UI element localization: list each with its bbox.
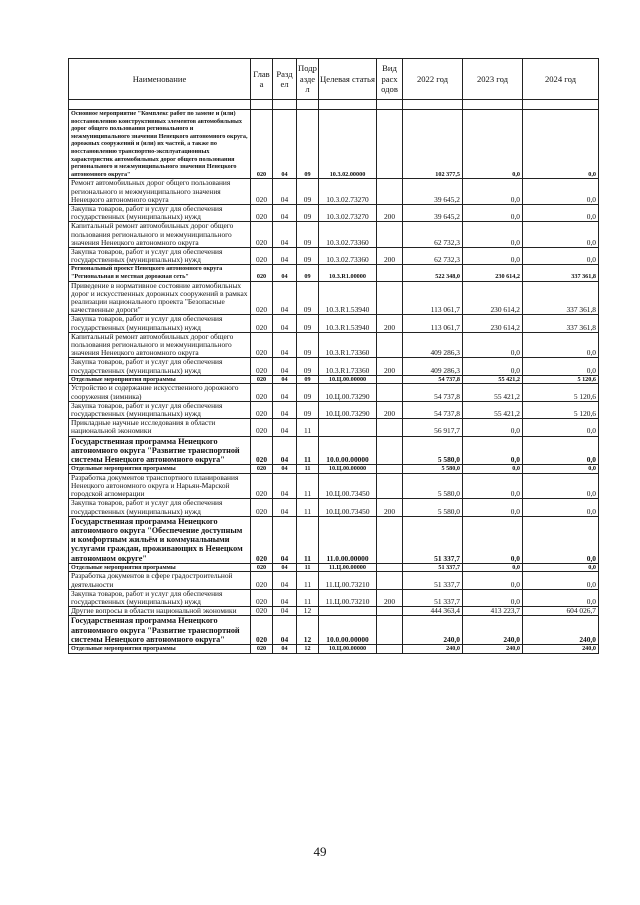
table-row (69, 358, 599, 375)
row-section: 04 (273, 465, 297, 474)
row-value-2022: 444 363,4 (403, 607, 463, 616)
row-value-2023: 0,0 (463, 563, 523, 572)
row-section: 04 (273, 563, 297, 572)
row-expense-type (377, 473, 403, 499)
row-value-2024: 0,0 (523, 419, 599, 436)
table-row (69, 563, 599, 572)
table-row (69, 204, 599, 221)
row-name: Региональный проект Ненецкого автономного округа "Региональная и местная дорожная сеть" (69, 265, 251, 281)
row-target: 10.3.R1.73360 (319, 358, 377, 375)
spacer-cell (523, 100, 599, 110)
row-subsection: 09 (297, 332, 319, 358)
row-expense-type (377, 616, 403, 645)
table-row (69, 315, 599, 332)
row-value-2022: 62 732,3 (403, 247, 463, 264)
row-target: 10.3.R1.53940 (319, 281, 377, 315)
row-value-2024: 0,0 (523, 358, 599, 375)
row-section: 04 (273, 265, 297, 281)
table-row (69, 572, 599, 589)
row-target: 10.0.00.00000 (319, 616, 377, 645)
row-value-2023: 0,0 (463, 473, 523, 499)
row-chapter: 020 (251, 499, 273, 516)
row-expense-type (377, 222, 403, 248)
row-value-2024: 0,0 (523, 110, 599, 179)
row-value-2024: 0,0 (523, 563, 599, 572)
row-subsection: 12 (297, 645, 319, 654)
row-chapter: 020 (251, 375, 273, 384)
row-value-2024: 0,0 (523, 589, 599, 606)
row-chapter: 020 (251, 616, 273, 645)
row-section: 04 (273, 499, 297, 516)
row-subsection: 09 (297, 110, 319, 179)
row-subsection: 09 (297, 204, 319, 221)
row-subsection: 09 (297, 247, 319, 264)
row-chapter: 020 (251, 473, 273, 499)
budget-table-sheet (68, 58, 598, 654)
row-section: 04 (273, 358, 297, 375)
row-section: 04 (273, 401, 297, 418)
row-chapter: 020 (251, 384, 273, 401)
row-value-2024: 0,0 (523, 572, 599, 589)
row-section: 04 (273, 616, 297, 645)
row-name: Основное мероприятие "Комплекс работ по замене и (или) восстановлению конструктивных элементов автомобильных дорог общего пользования регионального и межмуниципального значения Ненецкого автономного округа, дорожных сооружений и (или) их частей, а также по восстановлению транспортно-эксплуатационных характеристик автомобильных дорог общего пользования регионального и межмуниципального значения Ненецкого автономного округа" (69, 110, 251, 179)
row-target: 10.3.02.00000 (319, 110, 377, 179)
row-value-2024: 337 361,8 (523, 265, 599, 281)
row-target (319, 419, 377, 436)
row-value-2024: 240,0 (523, 616, 599, 645)
row-value-2023: 0,0 (463, 516, 523, 563)
row-value-2023: 0,0 (463, 179, 523, 205)
row-expense-type: 200 (377, 499, 403, 516)
row-value-2024: 0,0 (523, 516, 599, 563)
row-value-2022: 5 580,0 (403, 499, 463, 516)
header-section: Разд ел (273, 59, 297, 100)
header-subsection: Подр азде л (297, 59, 319, 100)
row-section: 04 (273, 315, 297, 332)
row-name: Отдельные мероприятия программы (69, 563, 251, 572)
row-subsection: 11 (297, 419, 319, 436)
row-chapter: 020 (251, 645, 273, 654)
row-target: 10.3.R1.73360 (319, 332, 377, 358)
row-value-2024: 604 026,7 (523, 607, 599, 616)
row-value-2022: 102 377,5 (403, 110, 463, 179)
row-chapter: 020 (251, 315, 273, 332)
row-value-2022: 240,0 (403, 616, 463, 645)
row-subsection: 12 (297, 607, 319, 616)
row-expense-type (377, 465, 403, 474)
row-value-2024: 0,0 (523, 247, 599, 264)
row-value-2022: 62 732,3 (403, 222, 463, 248)
row-expense-type (377, 110, 403, 179)
row-value-2024: 0,0 (523, 473, 599, 499)
row-value-2023: 0,0 (463, 204, 523, 221)
row-value-2023: 0,0 (463, 589, 523, 606)
row-value-2022: 5 580,0 (403, 436, 463, 465)
row-value-2022: 54 737,8 (403, 375, 463, 384)
row-value-2023: 55 421,2 (463, 375, 523, 384)
row-chapter: 020 (251, 572, 273, 589)
row-target (319, 607, 377, 616)
row-expense-type (377, 375, 403, 384)
row-value-2023: 230 614,2 (463, 315, 523, 332)
row-name: Закупка товаров, работ и услуг для обеспечения государственных (муниципальных) нужд (69, 499, 251, 516)
row-subsection: 09 (297, 375, 319, 384)
row-expense-type (377, 384, 403, 401)
row-section: 04 (273, 572, 297, 589)
row-name: Отдельные мероприятия программы (69, 375, 251, 384)
table-row (69, 179, 599, 205)
row-name: Отдельные мероприятия программы (69, 645, 251, 654)
table-row (69, 419, 599, 436)
table-row (69, 384, 599, 401)
row-expense-type: 200 (377, 204, 403, 221)
row-chapter: 020 (251, 247, 273, 264)
row-expense-type (377, 607, 403, 616)
row-expense-type: 200 (377, 589, 403, 606)
header-2023: 2023 год (463, 59, 523, 100)
row-target: 11.Ц.00.73210 (319, 589, 377, 606)
spacer-cell (273, 100, 297, 110)
row-subsection: 09 (297, 384, 319, 401)
row-chapter: 020 (251, 179, 273, 205)
row-section: 04 (273, 645, 297, 654)
row-section: 04 (273, 281, 297, 315)
table-row (69, 247, 599, 264)
row-target: 11.0.00.00000 (319, 516, 377, 563)
row-section: 04 (273, 375, 297, 384)
row-value-2023: 0,0 (463, 247, 523, 264)
row-section: 04 (273, 419, 297, 436)
row-target: 10.Ц.00.00000 (319, 465, 377, 474)
table-row (69, 265, 599, 281)
row-name: Государственная программа Ненецкого автономного округа "Обеспечение доступным и комфортным жильём и коммунальными услугами граждан, проживающих в Ненецком автономном округе" (69, 516, 251, 563)
row-target: 10.Ц.00.73450 (319, 473, 377, 499)
row-value-2023: 0,0 (463, 332, 523, 358)
header-2024: 2024 год (523, 59, 599, 100)
row-target: 11.Ц.00.00000 (319, 563, 377, 572)
row-value-2023: 55 421,2 (463, 384, 523, 401)
header-2022: 2022 год (403, 59, 463, 100)
row-value-2023: 0,0 (463, 110, 523, 179)
row-value-2022: 522 348,0 (403, 265, 463, 281)
row-section: 04 (273, 607, 297, 616)
row-expense-type (377, 563, 403, 572)
row-value-2024: 0,0 (523, 465, 599, 474)
row-value-2024: 5 120,6 (523, 384, 599, 401)
row-chapter: 020 (251, 222, 273, 248)
row-name: Закупка товаров, работ и услуг для обеспечения государственных (муниципальных) нужд (69, 589, 251, 606)
table-row (69, 332, 599, 358)
spacer-cell (251, 100, 273, 110)
table-row (69, 436, 599, 465)
row-section: 04 (273, 384, 297, 401)
row-subsection: 11 (297, 516, 319, 563)
spacer-cell (297, 100, 319, 110)
row-name: Устройство и содержание искусственного дорожного сооружения (зимника) (69, 384, 251, 401)
row-target: 10.Ц.00.00000 (319, 375, 377, 384)
row-subsection: 11 (297, 572, 319, 589)
row-target: 10.0.00.00000 (319, 436, 377, 465)
row-name: Приведение в нормативное состояние автомобильных дорог и искусственных дорожных сооружений в рамках реализации национального проекта "Безопасные качественные дороги" (69, 281, 251, 315)
row-value-2024: 0,0 (523, 222, 599, 248)
row-expense-type (377, 281, 403, 315)
spacer-cell (69, 100, 251, 110)
row-section: 04 (273, 332, 297, 358)
row-section: 04 (273, 473, 297, 499)
row-value-2024: 0,0 (523, 332, 599, 358)
row-expense-type (377, 332, 403, 358)
row-value-2024: 337 361,8 (523, 281, 599, 315)
row-section: 04 (273, 589, 297, 606)
page-number: 49 (313, 844, 327, 859)
row-value-2023: 0,0 (463, 465, 523, 474)
row-section: 04 (273, 247, 297, 264)
table-row (69, 473, 599, 499)
row-target: 10.3.02.73270 (319, 204, 377, 221)
row-value-2024: 0,0 (523, 179, 599, 205)
row-chapter: 020 (251, 563, 273, 572)
row-chapter: 020 (251, 516, 273, 563)
table-row (69, 499, 599, 516)
table-header-row (69, 59, 599, 100)
row-subsection: 12 (297, 616, 319, 645)
row-value-2024: 0,0 (523, 499, 599, 516)
row-target: 10.Ц.00.73290 (319, 384, 377, 401)
row-target: 10.Ц.00.73450 (319, 499, 377, 516)
row-chapter: 020 (251, 265, 273, 281)
row-name: Государственная программа Ненецкого автономного округа "Развитие транспортной системы Ненецкого автономного округа" (69, 616, 251, 645)
row-chapter: 020 (251, 110, 273, 179)
row-name: Закупка товаров, работ и услуг для обеспечения государственных (муниципальных) нужд (69, 204, 251, 221)
row-value-2024: 337 361,8 (523, 315, 599, 332)
header-target: Целевая статья (319, 59, 377, 100)
row-value-2023: 0,0 (463, 499, 523, 516)
spacer-cell (463, 100, 523, 110)
row-expense-type: 200 (377, 401, 403, 418)
row-value-2022: 5 580,0 (403, 473, 463, 499)
row-target: 10.3.02.73270 (319, 179, 377, 205)
table-row (69, 281, 599, 315)
row-value-2023: 240,0 (463, 616, 523, 645)
row-value-2022: 409 286,3 (403, 332, 463, 358)
row-value-2022: 56 917,7 (403, 419, 463, 436)
row-value-2022: 409 286,3 (403, 358, 463, 375)
row-chapter: 020 (251, 332, 273, 358)
table-row (69, 616, 599, 645)
spacer-cell (319, 100, 377, 110)
row-target: 10.3.02.73360 (319, 222, 377, 248)
row-chapter: 020 (251, 419, 273, 436)
row-subsection: 09 (297, 401, 319, 418)
table-body (69, 110, 599, 654)
row-section: 04 (273, 436, 297, 465)
row-value-2023: 413 223,7 (463, 607, 523, 616)
row-expense-type (377, 436, 403, 465)
row-value-2022: 39 645,2 (403, 204, 463, 221)
row-name: Разработка документов в сфере градостроительной деятельности (69, 572, 251, 589)
table-row (69, 645, 599, 654)
row-value-2022: 39 645,2 (403, 179, 463, 205)
table-row (69, 401, 599, 418)
row-chapter: 020 (251, 204, 273, 221)
table-row (69, 516, 599, 563)
row-chapter: 020 (251, 436, 273, 465)
row-value-2022: 113 061,7 (403, 281, 463, 315)
budget-table (68, 58, 599, 654)
row-name: Прикладные научные исследования в области национальной экономики (69, 419, 251, 436)
header-chapter: Глав а (251, 59, 273, 100)
row-name: Закупка товаров, работ и услуг для обеспечения государственных (муниципальных) нужд (69, 358, 251, 375)
row-value-2023: 0,0 (463, 222, 523, 248)
row-name: Капитальный ремонт автомобильных дорог общего пользования регионального и межмуниципального значения Ненецкого автономного округа (69, 332, 251, 358)
spacer-cell (403, 100, 463, 110)
row-value-2023: 230 614,2 (463, 265, 523, 281)
row-value-2024: 0,0 (523, 204, 599, 221)
row-target: 10.3.02.73360 (319, 247, 377, 264)
row-expense-type: 200 (377, 247, 403, 264)
row-subsection: 09 (297, 315, 319, 332)
row-chapter: 020 (251, 589, 273, 606)
row-chapter: 020 (251, 401, 273, 418)
row-target: 10.3.R1.53940 (319, 315, 377, 332)
row-expense-type (377, 179, 403, 205)
row-expense-type: 200 (377, 358, 403, 375)
row-value-2022: 54 737,8 (403, 401, 463, 418)
row-value-2022: 54 737,8 (403, 384, 463, 401)
row-value-2024: 5 120,6 (523, 401, 599, 418)
row-name: Разработка документов транспортного планирования Ненецкого автономного округа и Нарьян-Марской городской агломерации (69, 473, 251, 499)
row-expense-type (377, 645, 403, 654)
row-subsection: 11 (297, 465, 319, 474)
row-subsection: 11 (297, 589, 319, 606)
row-name: Государственная программа Ненецкого автономного округа "Развитие транспортной системы Ненецкого автономного округа" (69, 436, 251, 465)
row-value-2022: 51 337,7 (403, 516, 463, 563)
row-value-2024: 0,0 (523, 436, 599, 465)
row-value-2023: 240,0 (463, 645, 523, 654)
row-value-2024: 240,0 (523, 645, 599, 654)
row-value-2024: 5 120,6 (523, 375, 599, 384)
table-row (69, 465, 599, 474)
row-subsection: 09 (297, 358, 319, 375)
table-row (69, 375, 599, 384)
row-value-2022: 5 580,0 (403, 465, 463, 474)
row-value-2023: 0,0 (463, 358, 523, 375)
row-expense-type (377, 419, 403, 436)
row-target: 10.3.R1.00000 (319, 265, 377, 281)
table-row (69, 222, 599, 248)
row-value-2023: 230 614,2 (463, 281, 523, 315)
header-expense-type: Вид расх одов (377, 59, 403, 100)
row-value-2022: 113 061,7 (403, 315, 463, 332)
row-section: 04 (273, 179, 297, 205)
row-value-2023: 55 421,2 (463, 401, 523, 418)
row-section: 04 (273, 110, 297, 179)
row-expense-type (377, 572, 403, 589)
spacer-row (69, 100, 599, 110)
row-target: 10.Ц.00.00000 (319, 645, 377, 654)
row-target: 11.Ц.00.73210 (319, 572, 377, 589)
row-subsection: 09 (297, 222, 319, 248)
row-subsection: 11 (297, 436, 319, 465)
row-name: Другие вопросы в области национальной экономики (69, 607, 251, 616)
row-chapter: 020 (251, 465, 273, 474)
row-value-2022: 51 337,7 (403, 589, 463, 606)
row-expense-type (377, 265, 403, 281)
row-name: Закупка товаров, работ и услуг для обеспечения государственных (муниципальных) нужд (69, 315, 251, 332)
header-name: Наименование (69, 59, 251, 100)
row-name: Капитальный ремонт автомобильных дорог общего пользования регионального и межмуниципального значения Ненецкого автономного округа (69, 222, 251, 248)
row-name: Ремонт автомобильных дорог общего пользования регионального и межмуниципального значения Ненецкого автономного округа (69, 179, 251, 205)
row-chapter: 020 (251, 358, 273, 375)
row-section: 04 (273, 516, 297, 563)
row-expense-type: 200 (377, 315, 403, 332)
row-name: Закупка товаров, работ и услуг для обеспечения государственных (муниципальных) нужд (69, 247, 251, 264)
row-subsection: 11 (297, 473, 319, 499)
row-target: 10.Ц.00.73290 (319, 401, 377, 418)
row-value-2022: 240,0 (403, 645, 463, 654)
row-subsection: 09 (297, 179, 319, 205)
row-section: 04 (273, 204, 297, 221)
row-chapter: 020 (251, 607, 273, 616)
row-value-2023: 0,0 (463, 419, 523, 436)
table-row (69, 110, 599, 179)
row-subsection: 09 (297, 265, 319, 281)
row-value-2023: 0,0 (463, 436, 523, 465)
row-chapter: 020 (251, 281, 273, 315)
row-expense-type (377, 516, 403, 563)
row-name: Закупка товаров, работ и услуг для обеспечения государственных (муниципальных) нужд (69, 401, 251, 418)
row-value-2022: 51 337,7 (403, 572, 463, 589)
row-subsection: 11 (297, 499, 319, 516)
row-section: 04 (273, 222, 297, 248)
row-subsection: 11 (297, 563, 319, 572)
row-value-2022: 51 337,7 (403, 563, 463, 572)
table-row (69, 589, 599, 606)
table-row (69, 607, 599, 616)
row-subsection: 09 (297, 281, 319, 315)
row-name: Отдельные мероприятия программы (69, 465, 251, 474)
spacer-cell (377, 100, 403, 110)
row-value-2023: 0,0 (463, 572, 523, 589)
